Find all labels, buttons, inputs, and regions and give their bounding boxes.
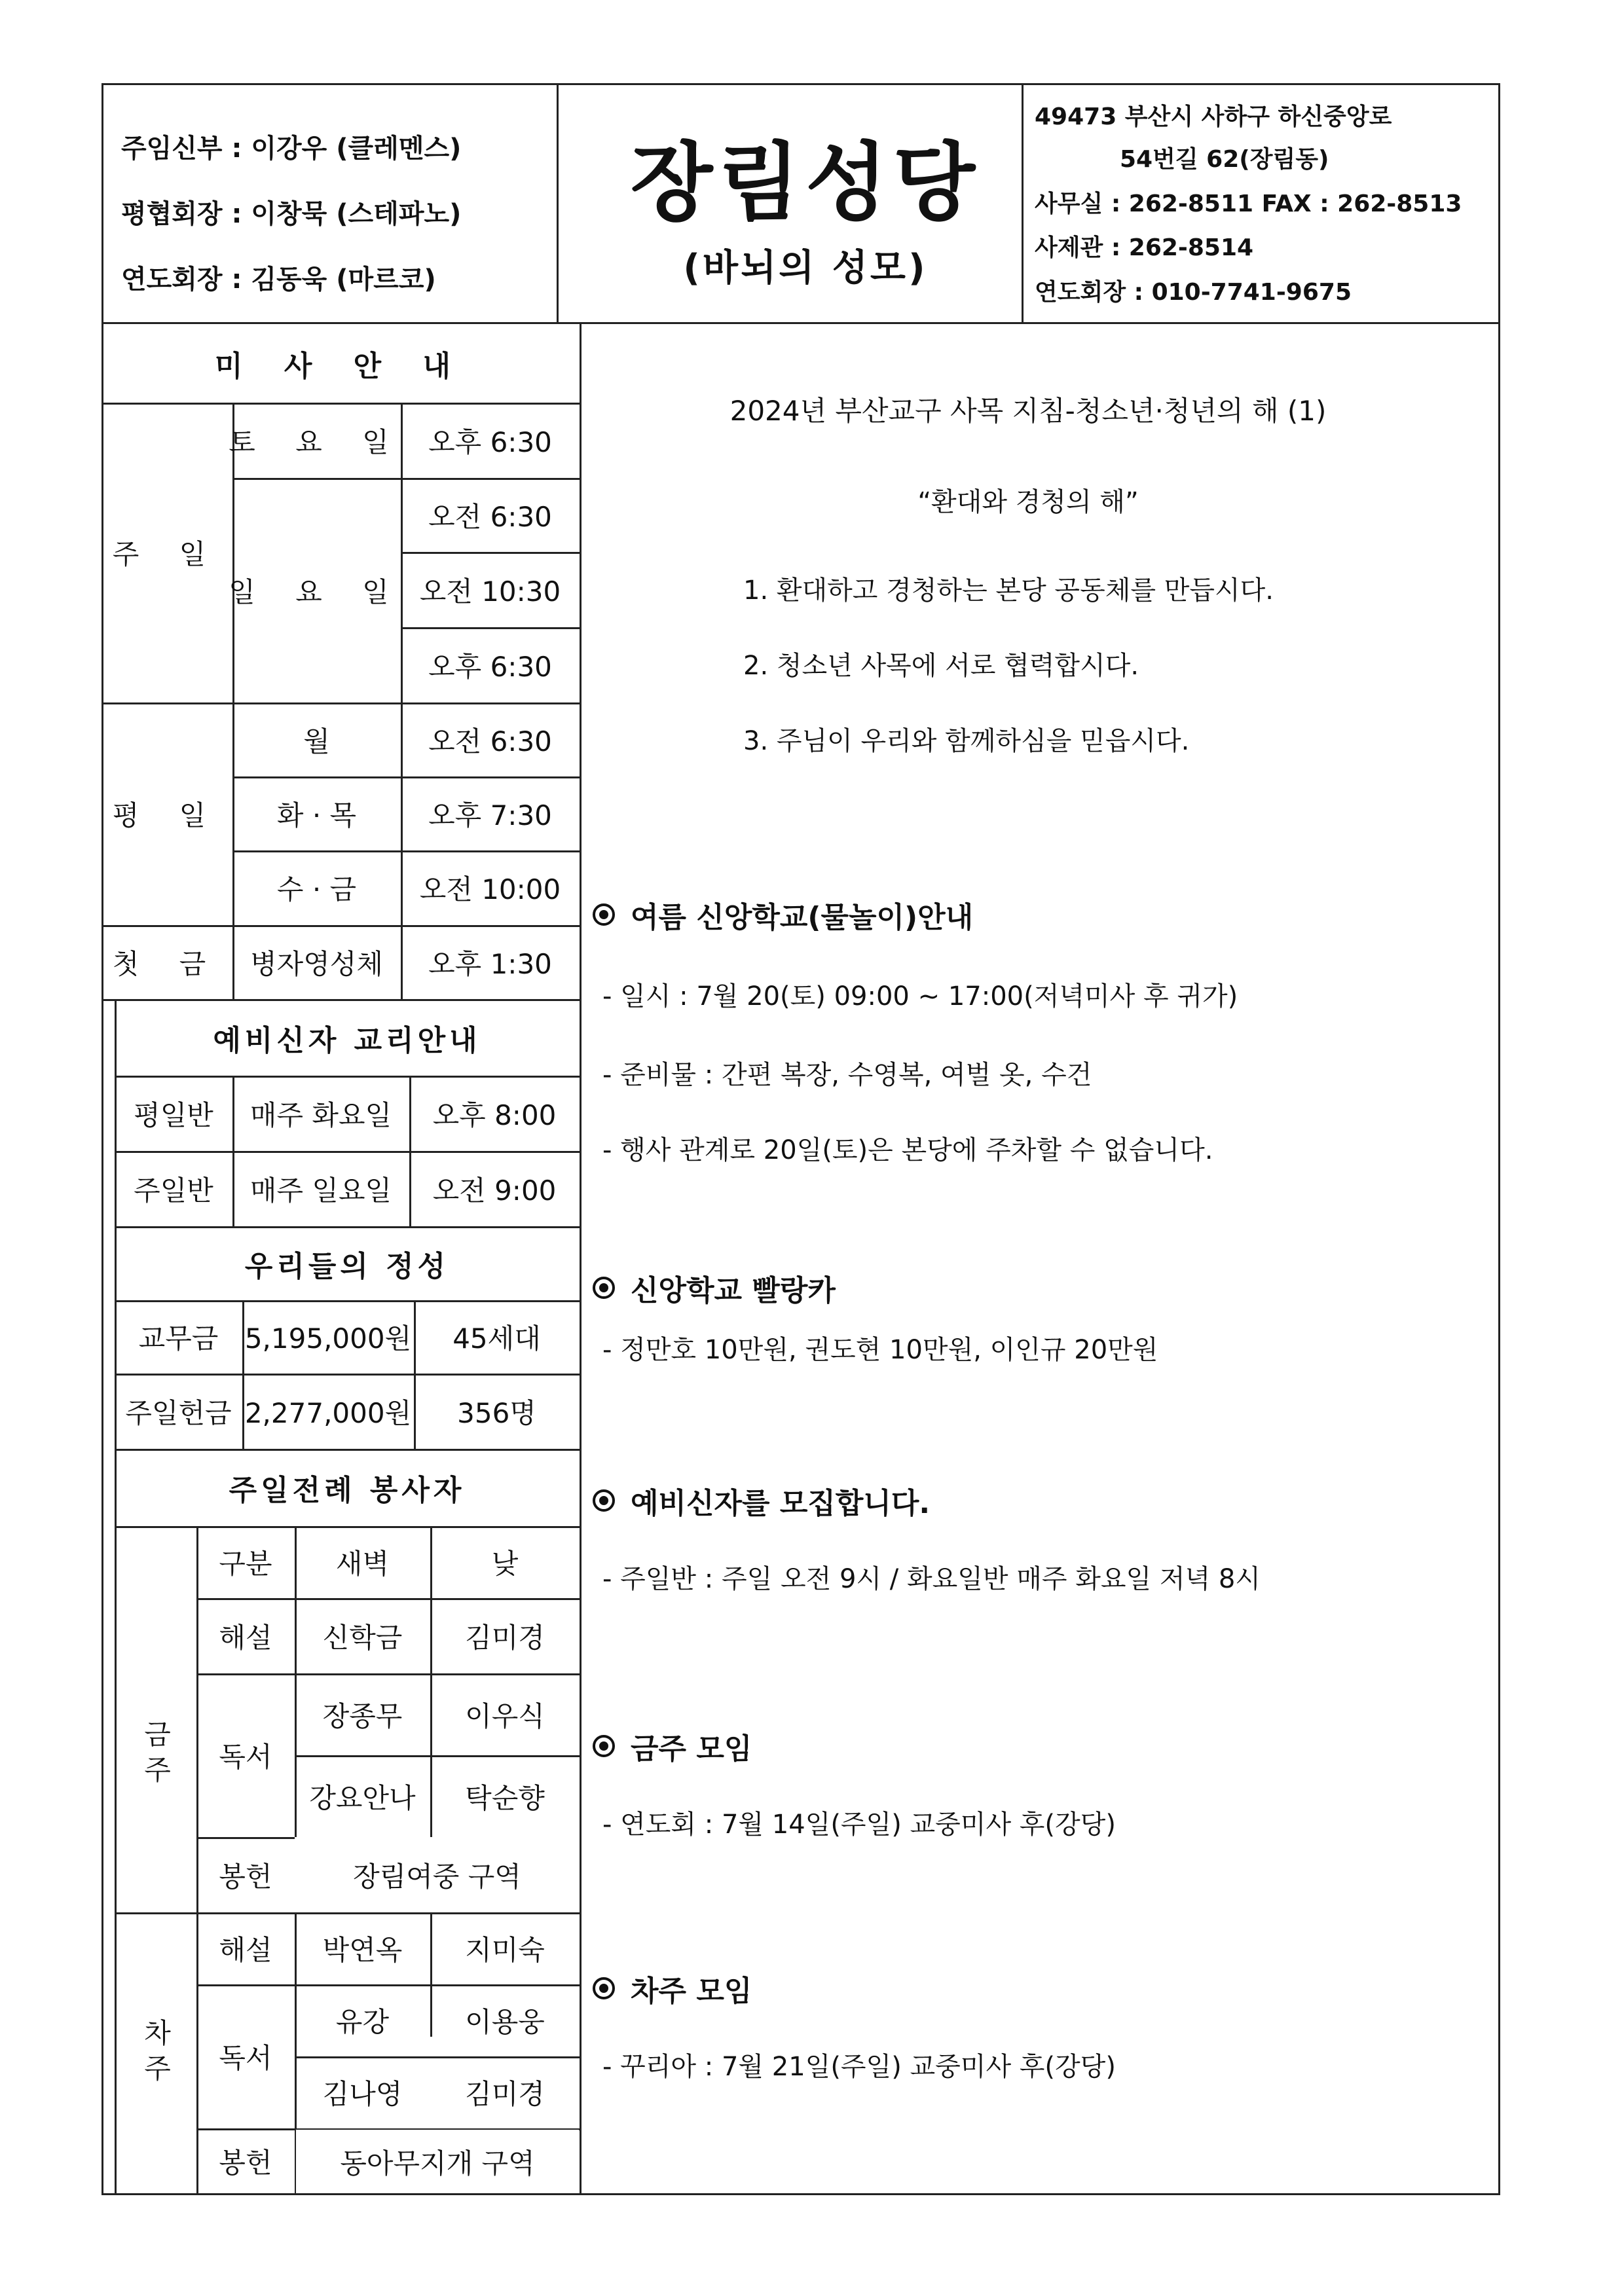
address-line-1: 49473 부산시 사하구 하신중앙로 (1035, 103, 1392, 130)
servers-next-commentary-day: 지미숙 (465, 1934, 545, 1966)
mass-time-saturday: 오후 6:30 (428, 426, 552, 458)
mass-time-monday: 오전 6:30 (428, 725, 552, 757)
offering-sunday-amount: 2,277,000원 (244, 1396, 412, 1429)
servers-this-reading-label: 독서 (219, 1741, 272, 1773)
servers-this-commentary-day: 김미경 (465, 1621, 545, 1654)
servers-this-commentary-dawn: 신학금 (322, 1621, 403, 1654)
offering-sunday-label: 주일헌금 (125, 1396, 232, 1429)
notice-next-week-meeting-line: - 꾸리아 : 7월 21일(주일) 교중미사 후(강당) (602, 2052, 1116, 2082)
mass-time-tue-thu: 오후 7:30 (428, 799, 552, 831)
servers-header-category: 구분 (219, 1548, 272, 1580)
catechumen-weekday-time: 오후 8:00 (432, 1099, 557, 1131)
mass-day-sunday: 일 요 일 (229, 575, 405, 608)
servers-next-reading2-day: 김미경 (465, 2078, 545, 2110)
rectory-phone-line: 사제관 : 262-8514 (1035, 234, 1254, 261)
prayer-president-phone-line: 연도회장 : 010-7741-9675 (1035, 279, 1352, 306)
notice-summer-school-items: - 준비물 : 간편 복장, 수영복, 여벌 옷, 수건 (602, 1060, 1092, 1090)
servers-next-offertory-value: 동아무지개 구역 (296, 2130, 579, 2193)
servers-this-offertory-label: 봉헌 (219, 1860, 272, 1893)
bullet-icon (593, 1277, 615, 1299)
pastor-line: 주임신부 : 이강우 (클레멘스) (121, 134, 462, 164)
servers-next-offertory-label: 봉헌 (219, 2147, 272, 2179)
catechumen-sunday-label: 주일반 (134, 1174, 213, 1207)
mass-schedule-title: 미 사 안 내 (215, 350, 466, 383)
servers-this-offertory-value: 장림여중 구역 (295, 1837, 580, 1912)
notice-donation-title (593, 1267, 836, 1309)
pastoral-guideline-title: 2024년 부산교구 사목 지침-청소년·청년의 해 (1) (729, 395, 1327, 427)
bullet-icon (593, 1489, 615, 1512)
notice-catechumen-line: - 주일반 : 주일 오전 9시 / 화요일반 매주 화요일 저녁 8시 (602, 1564, 1261, 1594)
office-phone-line: 사무실 : 262-8511 FAX : 262-8513 (1035, 191, 1462, 217)
mass-time-sunday-2: 오전 10:30 (419, 575, 561, 608)
notice-next-week-meeting-title-text: 차주 모임 (631, 1975, 752, 2008)
mass-day-tue-thu: 화 · 목 (276, 799, 357, 831)
mass-row-line (401, 552, 580, 554)
council-president-line: 평협회장 : 이창묵 (스테파노) (121, 199, 462, 229)
church-title: 장림성당 (630, 133, 981, 232)
servers-next-commentary-dawn: 박연옥 (322, 1934, 403, 1966)
mass-time-sunday-3: 오후 6:30 (428, 650, 552, 683)
catechumen-weekday-day: 매주 화요일 (249, 1099, 392, 1131)
notice-catechumen-title-text: 예비신자를 모집합니다. (631, 1487, 931, 1520)
mass-day-first-friday: 병자영성체 (250, 947, 383, 980)
servers-this-commentary-label: 해설 (219, 1621, 272, 1654)
servers-this-reading1-dawn: 장종무 (322, 1700, 403, 1732)
mass-time-first-friday: 오후 1:30 (428, 947, 552, 980)
bullet-icon (593, 1735, 615, 1757)
weekday-label: 평 일 (112, 799, 222, 831)
servers-this-week-text: 금주 (139, 1720, 172, 1791)
pastoral-guideline-item-3: 3. 주님이 우리와 함께하심을 믿읍시다. (743, 726, 1190, 756)
address-line-2: 54번길 62(장림동) (1120, 146, 1329, 173)
notice-summer-school-title (593, 894, 973, 936)
mass-day-saturday: 토 요 일 (229, 426, 405, 458)
servers-this-reading2-day: 탁순향 (465, 1781, 545, 1814)
notice-summer-school-parking: - 행사 관계로 20일(토)은 본당에 주차할 수 없습니다. (602, 1135, 1213, 1165)
sunday-label: 주 일 (112, 538, 222, 570)
notice-summer-school-title-text: 여름 신앙학교(물놀이)안내 (631, 901, 974, 934)
offering-dues-count: 45세대 (452, 1322, 541, 1355)
catechumen-sunday-day: 매주 일요일 (249, 1174, 392, 1207)
mass-time-sunday-1: 오전 6:30 (428, 500, 552, 533)
servers-next-reading2-dawn: 김나영 (322, 2078, 403, 2110)
notice-catechumen-title (593, 1480, 930, 1522)
mass-row-line (232, 850, 580, 852)
servers-next-reading1-day: 이용웅 (465, 2006, 545, 2038)
offering-dues-label: 교무금 (138, 1322, 219, 1355)
offering-title: 우리들의 정성 (244, 1249, 450, 1283)
offering-dues-amount: 5,195,000원 (244, 1322, 412, 1355)
notice-donation-line: - 정만호 10만원, 권도현 10만원, 이인규 20만원 (602, 1335, 1158, 1365)
servers-header-day: 낮 (491, 1548, 519, 1580)
servers-next-reading1-dawn: 유강 (335, 2006, 390, 2038)
pastoral-guideline-item-1: 1. 환대하고 경청하는 본당 공동체를 만듭시다. (743, 575, 1274, 606)
pastoral-guideline-item-2: 2. 청소년 사목에 서로 협력합시다. (743, 651, 1139, 681)
mass-day-wed-fri: 수 · 금 (276, 873, 357, 905)
bullet-icon (593, 903, 615, 926)
servers-next-commentary-label: 해설 (219, 1934, 272, 1966)
first-friday-label: 첫 금 (112, 947, 222, 980)
mass-day-monday: 월 (303, 725, 330, 757)
servers-next-week-text: 차주 (139, 2018, 172, 2089)
servers-this-reading1-day: 이우식 (465, 1700, 545, 1732)
catechumen-weekday-label: 평일반 (134, 1099, 213, 1131)
servers-next-week-label (115, 1912, 196, 2195)
servers-next-reading-label: 독서 (219, 2042, 272, 2074)
church-subtitle: (바뇌의 성모) (683, 247, 928, 289)
mass-row-line (401, 627, 580, 629)
mass-row-line (101, 925, 580, 927)
notice-this-week-meeting-title (593, 1725, 752, 1767)
servers-header-dawn: 새벽 (335, 1548, 390, 1580)
mass-row-line (232, 776, 580, 778)
mass-time-wed-fri: 오전 10:00 (419, 873, 561, 905)
mass-row-line (101, 702, 580, 704)
bullet-icon (593, 1977, 615, 1999)
notice-donation-title-text: 신앙학교 빨랑카 (631, 1274, 836, 1307)
servers-this-week-label (115, 1598, 196, 1912)
pastoral-guideline-motto: “환대와 경청의 해” (917, 487, 1139, 517)
catechumen-sunday-time: 오전 9:00 (432, 1174, 557, 1207)
servers-title: 주일전례 봉사자 (229, 1474, 466, 1507)
notice-this-week-meeting-line: - 연도회 : 7월 14일(주일) 교중미사 후(강당) (602, 1810, 1116, 1840)
notice-summer-school-date: - 일시 : 7월 20(토) 09:00 ~ 17:00(저녁미사 후 귀가) (602, 981, 1238, 1011)
servers-this-reading2-dawn: 강요안나 (309, 1781, 416, 1814)
mass-row-line (232, 478, 580, 480)
catechumen-title: 예비신자 교리안내 (213, 1023, 481, 1057)
notice-next-week-meeting-title (593, 1967, 752, 2009)
offering-sunday-count: 356명 (457, 1396, 536, 1429)
left-column-border (580, 322, 581, 2195)
notice-this-week-meeting-title-text: 금주 모임 (631, 1732, 752, 1766)
prayer-president-line: 연도회장 : 김동욱 (마르코) (121, 264, 436, 295)
